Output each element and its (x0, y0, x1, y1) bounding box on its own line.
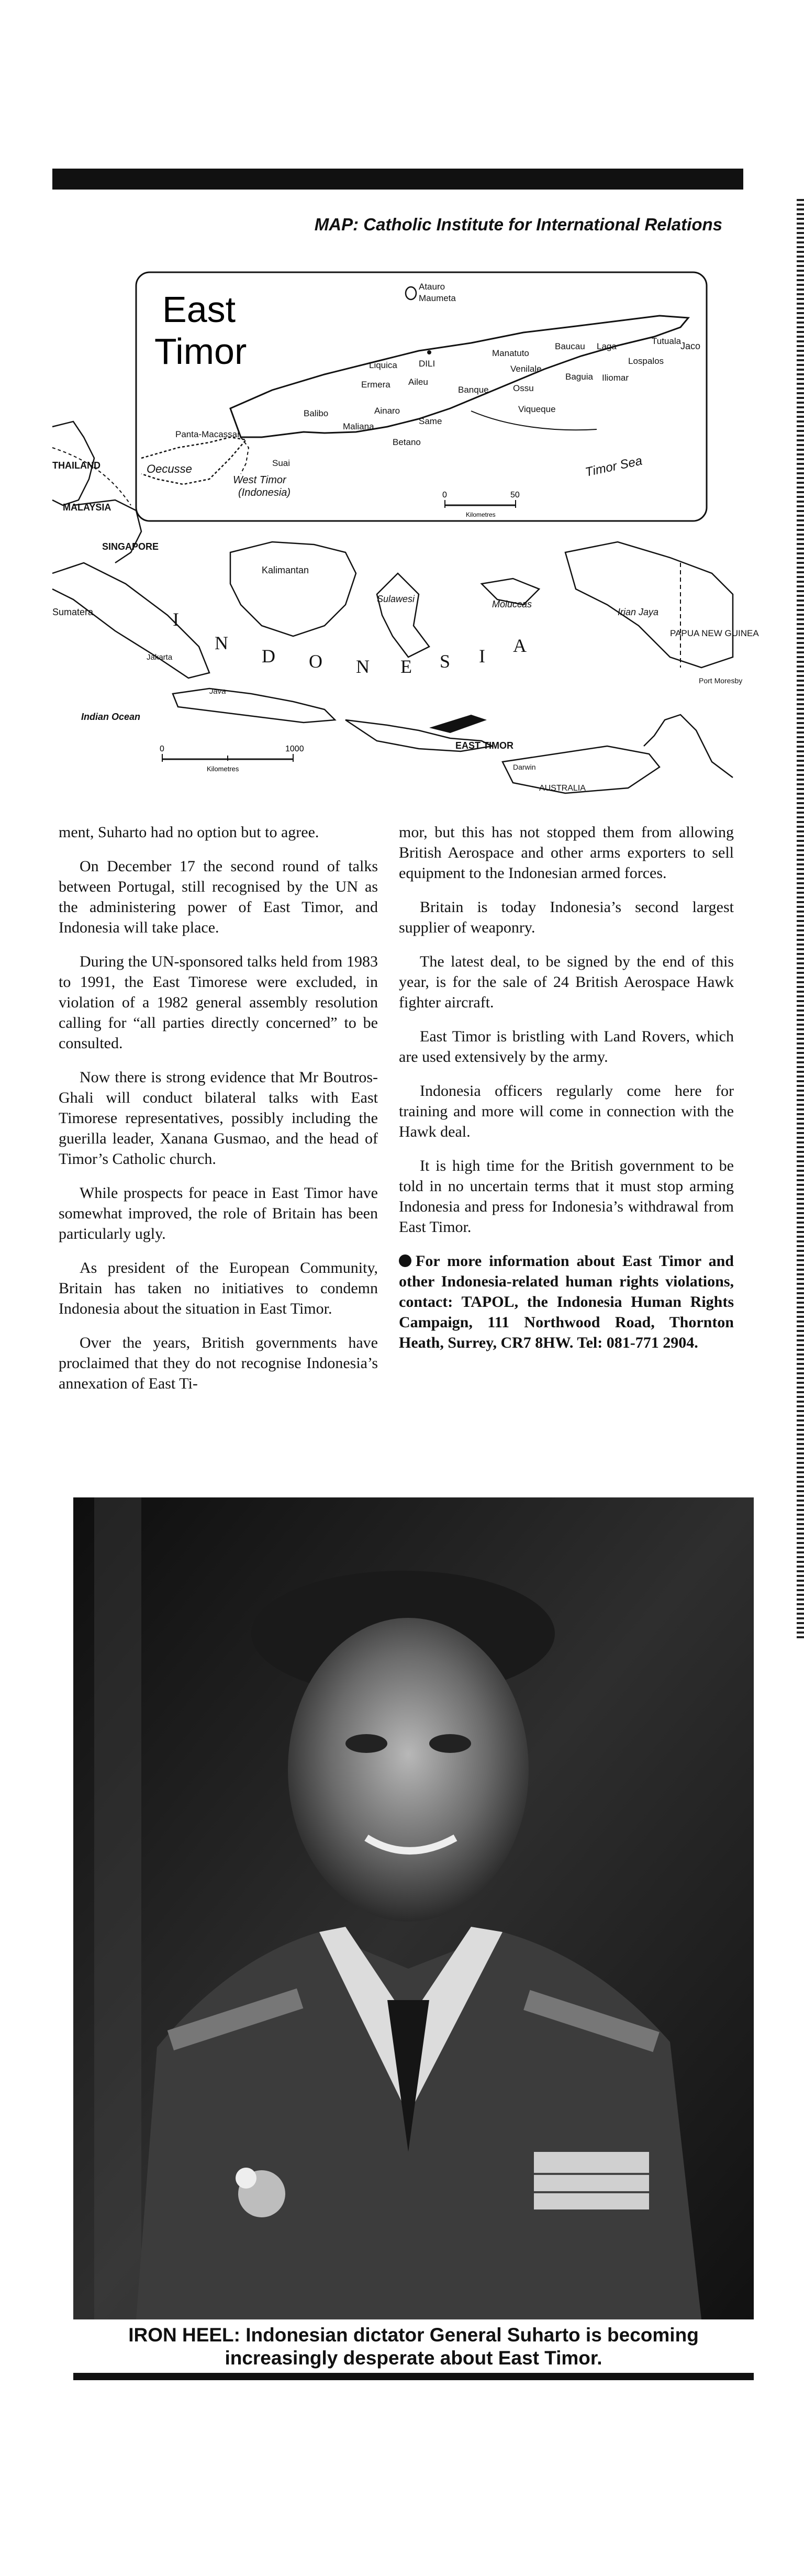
bottom-rule (73, 2373, 754, 2380)
top-rule (52, 169, 743, 190)
svg-text:Laga: Laga (597, 341, 617, 351)
svg-text:Tutuala: Tutuala (652, 336, 682, 346)
photo-image (73, 1497, 754, 2319)
east-timor-map (52, 259, 759, 814)
svg-text:Betano: Betano (393, 437, 421, 447)
svg-text:O: O (309, 651, 322, 672)
svg-text:Java: Java (209, 687, 226, 696)
suharto-photo (73, 1497, 754, 2319)
svg-text:Oecusse: Oecusse (147, 462, 192, 475)
svg-text:Baguia: Baguia (565, 372, 593, 382)
svg-text:Sulawesi: Sulawesi (377, 594, 415, 604)
svg-text:1000: 1000 (285, 745, 304, 753)
map-drawing (52, 259, 759, 814)
col2-p3: The latest deal, to be signed by the end of this year, is for the sale of 24 British Aerospace Hawk fighter aircraft. (399, 953, 734, 1011)
scan-edge-rule (797, 199, 804, 1639)
svg-text:Venilale: Venilale (510, 364, 542, 374)
col2-p6: It is high time for the British government to be told in no uncertain terms that it must stop arming Indonesia and press for Indonesia’s withdrawal from East Timor. (399, 1157, 734, 1236)
svg-text:S: S (440, 651, 451, 672)
svg-text:I: I (173, 609, 179, 630)
inset-title-line1: East (162, 289, 236, 330)
inset-title-line2: Timor (154, 331, 247, 372)
svg-text:Same: Same (419, 416, 442, 426)
map-credit: MAP: Catholic Institute for International Relations (314, 215, 722, 234)
svg-text:Darwin: Darwin (513, 763, 536, 771)
svg-text:N: N (356, 656, 370, 677)
svg-text:PAPUA NEW GUINEA: PAPUA NEW GUINEA (670, 628, 759, 638)
svg-text:Indian Ocean: Indian Ocean (81, 712, 141, 722)
svg-text:Atauro: Atauro (419, 282, 445, 292)
svg-text:SINGAPORE: SINGAPORE (102, 541, 159, 552)
col1-p2: On December 17 the second round of talks between Portugal, still recognised by the UN as the administering power of East Timor, and Indonesia will take place. (59, 858, 378, 936)
info-box (399, 1251, 734, 1353)
svg-text:Balibo: Balibo (304, 408, 329, 418)
svg-text:D: D (262, 646, 275, 667)
svg-text:Timor Sea: Timor Sea (584, 453, 644, 480)
col1-p6: As president of the European Community, Britain has taken no initiatives to condemn Indonesia about the situation in East Timor. (59, 1259, 378, 1317)
indonesia-spaced-letters (173, 609, 527, 677)
svg-text:Liquica: Liquica (369, 360, 397, 370)
info-box-text: For more information about East Timor and other Indonesia-related human rights violations, contact: TAPOL, the Indonesia Human Rights Campaign, 111 Northwood Road, Thornton Heath, Surrey, CR7 8HW. Tel: 081-771 2904. (399, 1252, 734, 1351)
svg-text:Port Moresby: Port Moresby (699, 676, 743, 685)
svg-text:EAST TIMOR: EAST TIMOR (455, 740, 513, 751)
col1-p4: Now there is strong evidence that Mr Boutros-Ghali will conduct bilateral talks with East Timorese representatives, possibly including the guerilla leader, Xanana Gusmao, and the head of Timor’s Catholic church. (59, 1069, 378, 1168)
svg-text:Ermera: Ermera (361, 380, 390, 390)
svg-text:Kalimantan: Kalimantan (262, 565, 309, 575)
svg-text:Irian Jaya: Irian Jaya (618, 607, 659, 617)
svg-text:Kilometres: Kilometres (466, 511, 496, 518)
svg-text:West Timor: West Timor (233, 474, 286, 486)
svg-text:0: 0 (160, 745, 164, 753)
svg-text:Iliomar: Iliomar (602, 373, 629, 383)
col1-p1: ment, Suharto had no option but to agree. (59, 824, 319, 841)
svg-text:Moluccas: Moluccas (492, 599, 532, 609)
svg-text:THAILAND: THAILAND (52, 460, 100, 471)
svg-text:50: 50 (510, 491, 520, 499)
svg-text:Banque: Banque (458, 385, 489, 395)
article-column-2 (399, 822, 734, 1367)
svg-text:Aileu: Aileu (408, 377, 428, 387)
main-scale-bar (160, 745, 304, 773)
col1-p7: Over the years, British governments have proclaimed that they do not recognise Indonesia’s annexation of East Ti- (59, 1334, 378, 1392)
svg-text:Lospalos: Lospalos (628, 356, 664, 366)
caption-line-1: IRON HEEL: Indonesian dictator General Suharto is becoming (128, 2324, 699, 2346)
svg-text:0: 0 (442, 491, 447, 499)
svg-text:E: E (400, 656, 412, 677)
svg-text:N: N (215, 632, 228, 653)
svg-text:Ainaro: Ainaro (374, 406, 400, 416)
svg-text:Jaco: Jaco (680, 341, 701, 351)
east-timor-highlight (429, 715, 487, 733)
svg-text:Ossu: Ossu (513, 383, 534, 393)
col2-p4: East Timor is bristling with Land Rovers, which are used extensively by the army. (399, 1028, 734, 1065)
svg-text:Kilometres: Kilometres (207, 765, 239, 773)
bullet-icon (399, 1254, 411, 1267)
svg-text:DILI: DILI (419, 359, 436, 369)
article-column-1 (59, 822, 378, 1407)
svg-text:MALAYSIA: MALAYSIA (63, 502, 111, 513)
svg-text:Viqueque: Viqueque (518, 404, 556, 414)
col2-p1: mor, but this has not stopped them from allowing British Aerospace and other arms exporters to sell equipment to the Indonesian armed forces. (399, 824, 734, 882)
svg-text:Manatuto: Manatuto (492, 348, 529, 358)
svg-text:Baucau: Baucau (555, 341, 585, 351)
svg-text:Panta-Macassar: Panta-Macassar (175, 429, 240, 439)
col2-p2: Britain is today Indonesia’s second largest supplier of weaponry. (399, 898, 734, 936)
svg-text:AUSTRALIA: AUSTRALIA (539, 784, 586, 793)
col1-p3: During the UN-sponsored talks held from 1983 to 1991, the East Timorese were excluded, in violation of a 1982 general assembly resolution calling for “all parties directly concerned” to be consulted. (59, 953, 378, 1052)
svg-text:(Indonesia): (Indonesia) (238, 487, 291, 498)
col2-p5: Indonesia officers regularly come here for training and more will come in connection with the Hawk deal. (399, 1082, 734, 1140)
col1-p5: While prospects for peace in East Timor have somewhat improved, the role of Britain has been particularly ugly. (59, 1184, 378, 1242)
svg-text:Jakarta: Jakarta (147, 653, 173, 662)
svg-text:A: A (513, 635, 527, 656)
svg-text:Maliana: Maliana (343, 421, 374, 431)
svg-text:I: I (479, 646, 485, 667)
photo-caption (73, 2324, 754, 2370)
svg-text:Sumatera: Sumatera (52, 607, 94, 617)
svg-text:Suai: Suai (272, 458, 291, 468)
svg-text:Maumeta: Maumeta (419, 293, 456, 303)
caption-line-2: increasingly desperate about East Timor. (225, 2347, 602, 2369)
